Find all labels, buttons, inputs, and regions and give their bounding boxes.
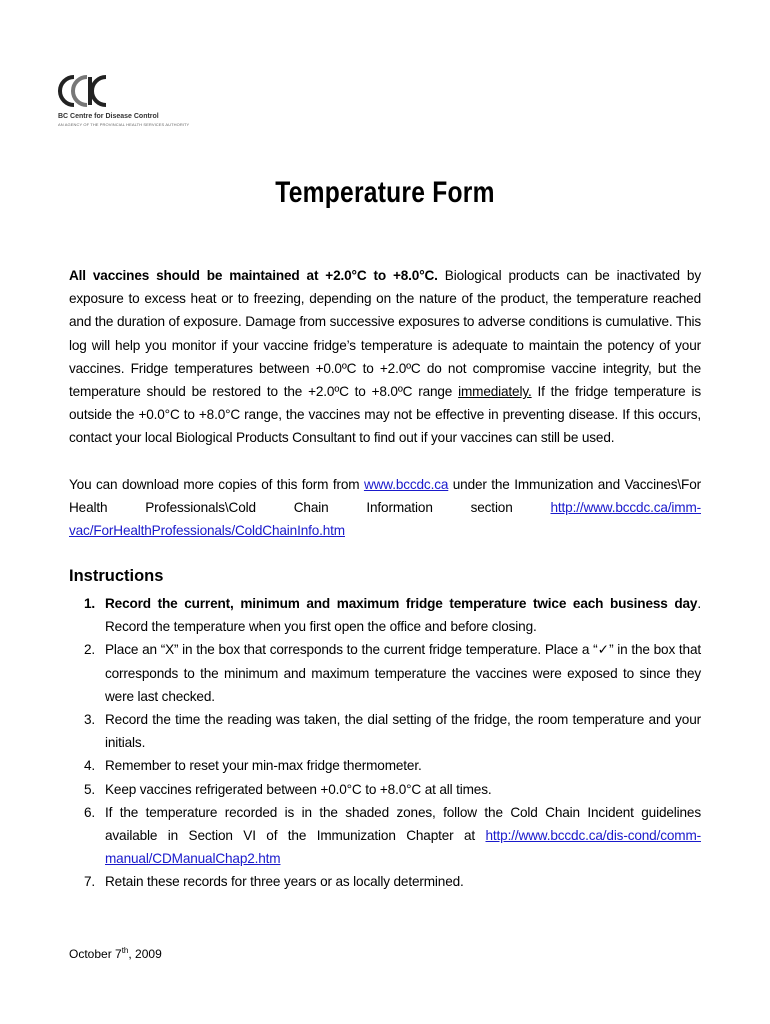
footer-date-suffix: th: [121, 946, 129, 955]
bccdc-logo: [58, 73, 198, 133]
instruction-text: Record the time the reading was taken, the dial setting of the fridge, the room temperature and your initials.: [105, 712, 701, 751]
cd-manual-link[interactable]: http://www.bccdc.ca/dis-cond/comm-manual/CDManualChap2.htm: [105, 828, 701, 867]
cold-chain-info-link[interactable]: http://www.bccdc.ca/imm-vac/ForHealthProfessionals/ColdChainInfo.htm: [69, 500, 701, 539]
download-paragraph: [69, 473, 701, 543]
instruction-text: Place an “X” in the box that corresponds to the current fridge temperature. Place a “✓” in the box that corresponds to the minimum and maximum temperature the vaccines were exposed to since they were last checked.: [105, 642, 701, 704]
instruction-number: 5.: [84, 781, 96, 797]
instruction-item: [69, 754, 701, 777]
instruction-text: If the temperature recorded is in the shaded zones, follow the Cold Chain Incident guidelines available in Section VI of the Immunization Chapter at: [105, 804, 701, 844]
instruction-number: 3.: [84, 712, 96, 728]
instruction-number: 4.: [84, 758, 96, 774]
intro-text-a: Biological products can be inactivated by exposure to excess heat or to freezing, depending on the nature of the product, the temperature reached and the duration of exposure. Damage from successive exposures to adverse conditions is cumulative. This log will help you monitor if your vaccine fridge’s temperature is adequate to maintain the potency of your vaccines. Fridge temperatures between +0.0ºC to +2.0ºC do not compromise vaccine integrity, but the temperature should be restored to the +2.0ºC to +8.0ºC range: [69, 268, 701, 400]
instruction-text: Keep vaccines refrigerated between +0.0°C to +8.0°C at all times.: [105, 781, 492, 797]
instruction-number: 6.: [84, 804, 96, 820]
instruction-number: 1.: [84, 596, 96, 611]
instruction-bold-text: Record the current, minimum and maximum fridge temperature twice each business day: [105, 596, 698, 611]
instruction-item: [69, 708, 701, 754]
instruction-item: [69, 592, 701, 638]
instruction-item: [69, 801, 701, 871]
intro-text-b: If the fridge temperature is outside the +0.0°C to +8.0°C range, the vaccines may not be effective in preventing disease. If this occurs, contact your local Biological Products Consultant to find out if your vaccines can still be used.: [69, 384, 701, 446]
instructions-heading: Instructions: [69, 567, 164, 585]
download-text-a: You can download more copies of this form from: [69, 477, 364, 492]
instruction-item: [69, 778, 701, 801]
instruction-item: [69, 870, 701, 893]
footer-date: [69, 946, 162, 961]
instruction-item: [69, 638, 701, 708]
instruction-text: . Record the temperature when you first open the office and before closing.: [105, 596, 701, 635]
instruction-text: Retain these records for three years or as locally determined.: [105, 874, 464, 890]
bccdc-logo-mark-icon: [58, 73, 118, 109]
bccdc-home-link[interactable]: www.bccdc.ca: [363, 477, 449, 492]
footer-date-year: , 2009: [128, 947, 162, 961]
download-text-b: under the Immunization and Vaccines\For Health Professionals\Cold Chain Information section: [69, 477, 701, 516]
intro-underlined-word: immediately.: [458, 384, 532, 400]
instruction-number: 7.: [84, 874, 96, 890]
footer-date-main: October 7: [69, 947, 122, 961]
instruction-number: 2.: [84, 642, 96, 658]
instruction-text: Remember to reset your min-max fridge thermometer.: [105, 758, 422, 774]
logo-tagline: AN AGENCY OF THE PROVINCIAL HEALTH SERVICES AUTHORITY: [58, 122, 190, 127]
instructions-list: [69, 592, 701, 894]
logo-organization-name: BC Centre for Disease Control: [58, 113, 159, 120]
intro-paragraph: [69, 264, 701, 450]
page-title: Temperature Form: [275, 176, 495, 209]
intro-bold-lead: All vaccines should be maintained at +2.0°C to +8.0°C.: [69, 268, 438, 283]
